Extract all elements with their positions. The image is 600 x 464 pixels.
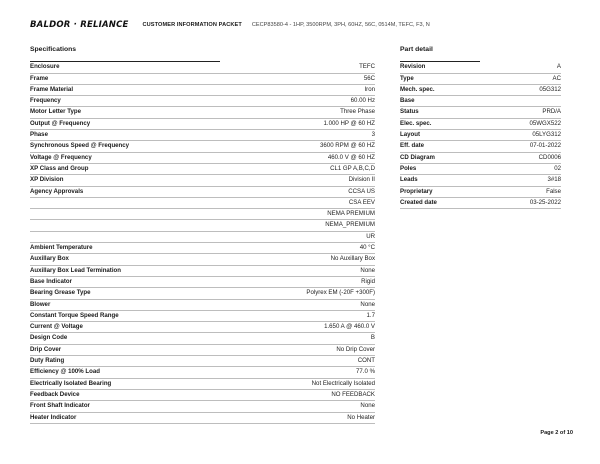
spec-key: Bearing Grease Type xyxy=(30,288,220,299)
table-row xyxy=(30,96,375,107)
spec-value: Division II xyxy=(220,175,375,186)
part-detail-table xyxy=(400,61,561,209)
part-key: Base xyxy=(400,96,480,107)
spec-key: Feedback Device xyxy=(30,389,220,400)
spec-key: Agency Approvals xyxy=(30,186,220,197)
spec-key: Auxillary Box Lead Termination xyxy=(30,265,220,276)
part-value: A xyxy=(480,62,561,74)
table-row xyxy=(400,197,561,208)
table-row xyxy=(30,310,375,321)
part-key: CD Diagram xyxy=(400,152,480,163)
spec-key: XP Division xyxy=(30,175,220,186)
part-value: 07-01-2022 xyxy=(480,141,561,152)
part-detail-title: Part detail xyxy=(400,46,433,53)
spec-value: Rigid xyxy=(220,276,375,287)
table-row xyxy=(400,96,561,107)
catalog-description: CECP83580-4 - 1HP, 3500RPM, 3PH, 60HZ, 56C, 0514M, TEFC, F3, N xyxy=(251,22,430,28)
spec-value: No Auxillary Box xyxy=(220,254,375,265)
part-key: Leads xyxy=(400,175,480,186)
part-key: Layout xyxy=(400,130,480,141)
spec-value: None xyxy=(220,265,375,276)
spec-value: UR xyxy=(220,231,375,242)
spec-key: XP Class and Group xyxy=(30,163,220,174)
spec-value: TEFC xyxy=(220,62,375,74)
spec-value: 460.0 V @ 60 HZ xyxy=(220,152,375,163)
part-value: PRD/A xyxy=(480,107,561,118)
table-row xyxy=(400,186,561,197)
table-row xyxy=(400,141,561,152)
part-value: 03-25-2022 xyxy=(480,197,561,208)
spec-key: Motor Letter Type xyxy=(30,107,220,118)
table-row xyxy=(30,356,375,367)
spec-value: 60.00 Hz xyxy=(220,96,375,107)
spec-key: Current @ Voltage xyxy=(30,322,220,333)
table-row xyxy=(30,73,375,84)
part-value: 05LYG312 xyxy=(480,130,561,141)
spec-value: 3600 RPM @ 60 HZ xyxy=(220,141,375,152)
specifications-title: Specifications xyxy=(30,46,77,53)
part-value: 05G312 xyxy=(480,84,561,95)
spec-value: CSA EEV xyxy=(220,197,375,208)
table-row xyxy=(30,62,375,74)
table-row xyxy=(30,163,375,174)
table-row xyxy=(30,401,375,412)
spec-value: NO FEEDBACK xyxy=(220,389,375,400)
part-value: 05WGX522 xyxy=(480,118,561,129)
spec-key: Voltage @ Frequency xyxy=(30,152,220,163)
table-row xyxy=(30,412,375,423)
spec-key xyxy=(30,209,220,220)
spec-key: Base Indicator xyxy=(30,276,220,287)
brand-logo: BALDOR · RELIANCE xyxy=(30,20,129,30)
spec-value: 1.000 HP @ 60 HZ xyxy=(220,118,375,129)
part-key: Eff. date xyxy=(400,141,480,152)
part-value: 3#18 xyxy=(480,175,561,186)
spec-key: Design Code xyxy=(30,333,220,344)
spec-key: Frame xyxy=(30,73,220,84)
spec-key: Output @ Frequency xyxy=(30,118,220,129)
spec-key: Duty Rating xyxy=(30,356,220,367)
table-row xyxy=(30,152,375,163)
table-row xyxy=(30,197,375,208)
table-row xyxy=(400,73,561,84)
table-row xyxy=(30,84,375,95)
table-row xyxy=(30,220,375,231)
spec-value: None xyxy=(220,401,375,412)
spec-key: Synchronous Speed @ Frequency xyxy=(30,141,220,152)
spec-key: Front Shaft Indicator xyxy=(30,401,220,412)
part-key: Created date xyxy=(400,197,480,208)
table-row xyxy=(30,265,375,276)
table-row xyxy=(30,231,375,242)
spec-key: Drip Cover xyxy=(30,344,220,355)
spec-key: Electrically Isolated Bearing xyxy=(30,378,220,389)
part-value xyxy=(480,96,561,107)
table-row xyxy=(400,163,561,174)
spec-value: Not Electrically Isolated xyxy=(220,378,375,389)
spec-value: CCSA US xyxy=(220,186,375,197)
part-key: Elec. spec. xyxy=(400,118,480,129)
spec-key: Auxillary Box xyxy=(30,254,220,265)
table-row xyxy=(400,118,561,129)
table-row xyxy=(30,378,375,389)
table-row xyxy=(30,344,375,355)
table-row xyxy=(30,299,375,310)
table-row xyxy=(400,175,561,186)
spec-key xyxy=(30,197,220,208)
packet-title: CUSTOMER INFORMATION PACKET xyxy=(142,22,242,28)
table-row xyxy=(400,130,561,141)
spec-value: NEMA_PREMIUM xyxy=(220,220,375,231)
table-row xyxy=(30,141,375,152)
table-row xyxy=(400,84,561,95)
spec-key xyxy=(30,231,220,242)
table-row xyxy=(400,152,561,163)
spec-value: Three Phase xyxy=(220,107,375,118)
spec-key: Blower xyxy=(30,299,220,310)
part-key: Mech. spec. xyxy=(400,84,480,95)
spec-value: NEMA PREMIUM xyxy=(220,209,375,220)
spec-key: Frame Material xyxy=(30,84,220,95)
spec-key: Heater Indicator xyxy=(30,412,220,423)
spec-key: Efficiency @ 100% Load xyxy=(30,367,220,378)
spec-value: No Heater xyxy=(220,412,375,423)
specifications-table xyxy=(30,61,375,424)
table-row xyxy=(30,175,375,186)
spec-value: CONT xyxy=(220,356,375,367)
table-row xyxy=(30,276,375,287)
spec-value: No Drip Cover xyxy=(220,344,375,355)
table-row xyxy=(30,389,375,400)
spec-value: 3 xyxy=(220,130,375,141)
part-key: Proprietary xyxy=(400,186,480,197)
part-value: False xyxy=(480,186,561,197)
part-value: 02 xyxy=(480,163,561,174)
spec-key: Enclosure xyxy=(30,62,220,74)
spec-value: B xyxy=(220,333,375,344)
spec-value: 40 °C xyxy=(220,243,375,254)
spec-value: 1.7 xyxy=(220,310,375,321)
table-row xyxy=(30,254,375,265)
spec-value: None xyxy=(220,299,375,310)
spec-key: Constant Torque Speed Range xyxy=(30,310,220,321)
part-value: CD0006 xyxy=(480,152,561,163)
spec-value: 1.650 A @ 460.0 V xyxy=(220,322,375,333)
spec-value: CL1 GP A,B,C,D xyxy=(220,163,375,174)
table-row xyxy=(30,322,375,333)
part-key: Poles xyxy=(400,163,480,174)
part-key: Revision xyxy=(400,62,480,74)
part-key: Status xyxy=(400,107,480,118)
page-number: Page 2 of 10 xyxy=(540,430,573,436)
spec-value: 77.0 % xyxy=(220,367,375,378)
table-row xyxy=(30,186,375,197)
spec-key xyxy=(30,220,220,231)
table-row xyxy=(400,62,561,74)
table-row xyxy=(30,209,375,220)
table-row xyxy=(30,333,375,344)
document-header xyxy=(30,19,430,31)
table-row xyxy=(30,130,375,141)
spec-value: Iron xyxy=(220,84,375,95)
table-row xyxy=(30,107,375,118)
table-row xyxy=(30,367,375,378)
table-row xyxy=(400,107,561,118)
table-row xyxy=(30,288,375,299)
spec-value: 56C xyxy=(220,73,375,84)
part-value: AC xyxy=(480,73,561,84)
part-key: Type xyxy=(400,73,480,84)
table-row xyxy=(30,243,375,254)
spec-key: Frequency xyxy=(30,96,220,107)
spec-value: Polyrex EM (-20F +300F) xyxy=(220,288,375,299)
spec-key: Ambient Temperature xyxy=(30,243,220,254)
table-row xyxy=(30,118,375,129)
spec-key: Phase xyxy=(30,130,220,141)
